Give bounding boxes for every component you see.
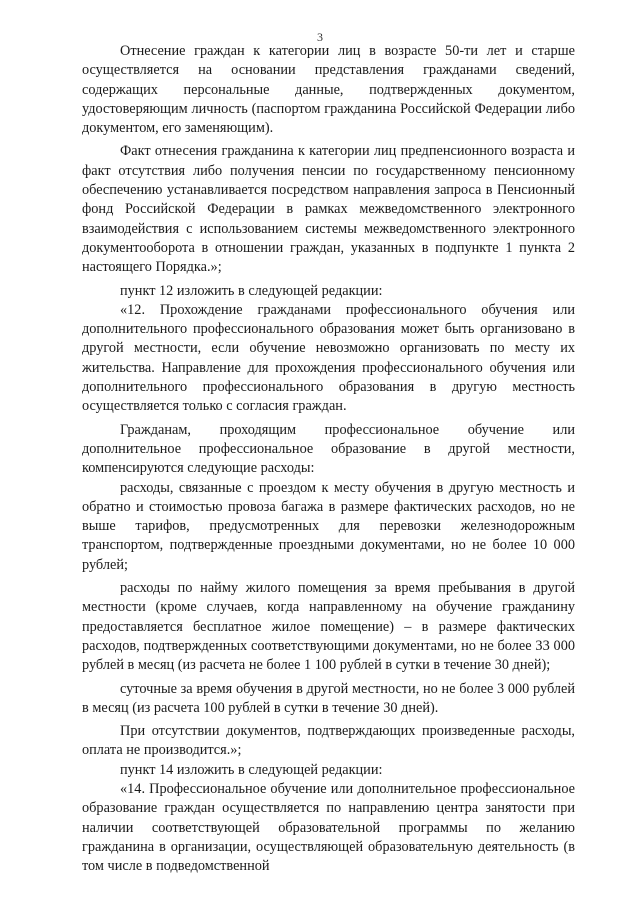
- document-body: [82, 42, 575, 876]
- paragraph-item-12-intro: пункт 12 изложить в следующей редакции:: [120, 282, 383, 299]
- page-number: 3: [317, 30, 323, 44]
- paragraph-item-12: «12. Прохождение гражданами профессионального обучения или дополнительного профессионального образования может быть организовано в другой местности, если обучение невозможно организовать по месту их жительства. Направление для прохождения профессионального обучения или дополнительного профессионального образования в другую местность осуществляется только с согласия граждан.: [82, 301, 575, 415]
- paragraph-no-documents: При отсутствии документов, подтверждающих произведенные расходы, оплата не производится.»;: [82, 723, 575, 759]
- paragraph-daily-allowance: суточные за время обучения в другой местности, но не более 3 000 рублей в месяц (из расчета 100 рублей в сутки в течение 30 дней).: [82, 680, 575, 716]
- paragraph-item-14-intro: пункт 14 изложить в следующей редакции:: [120, 761, 383, 778]
- paragraph-travel-expenses: расходы, связанные с проездом к месту обучения в другую местность и обратно и стоимостью провоза багажа в размере фактических расходов, но не выше тарифов, предусмотренных для перевозки железнодорожным транспортом, подтвержденные проездными документами, но не более 10 000 рублей;: [82, 479, 575, 573]
- paragraph-item-14: «14. Профессиональное обучение или дополнительное профессиональное образование граждан осуществляется по направлению центра занятости при наличии соответствующей образовательной программы по желанию гражданина в организации, осуществляющей образовательную деятельность (в том числе в подведомственной: [82, 780, 575, 875]
- paragraph-compensation-intro: Гражданам, проходящим профессиональное обучение или дополнительное профессиональное образование в другой местности, компенсируются следующие расходы:: [82, 421, 575, 477]
- paragraph-age-category: Отнесение граждан к категории лиц в возрасте 50-ти лет и старше осуществляется на основании представления гражданами сведений, содержащих персональные данные, подтвержденных документом, удостоверяющим личность (паспортом гражданина Российской Федерации либо документом, его заменяющим).: [82, 43, 575, 137]
- paragraph-housing-expenses: расходы по найму жилого помещения за время пребывания в другой местности (кроме случаев, когда направленному на обучение гражданину предоставляется бесплатное жилое помещение) – в размере фактических расходов, подтвержденных соответствующими документами, но не более 33 000 рублей в месяц (из расчета не более 1 100 рублей в сутки в течение 30 дней);: [82, 580, 575, 674]
- paragraph-pension-status: Факт отнесения гражданина к категории лиц предпенсионного возраста и факт отсутствия либо получения пенсии по государственному пенсионному обеспечению устанавливается посредством направления запроса в Пенсионный фонд Российской Федерации в рамках межведомственного электронного взаимодействия с использованием системы межведомственного электронного документооборота в отношении граждан, указанных в подпункте 1 пункта 2 настоящего Порядка.»;: [82, 143, 575, 276]
